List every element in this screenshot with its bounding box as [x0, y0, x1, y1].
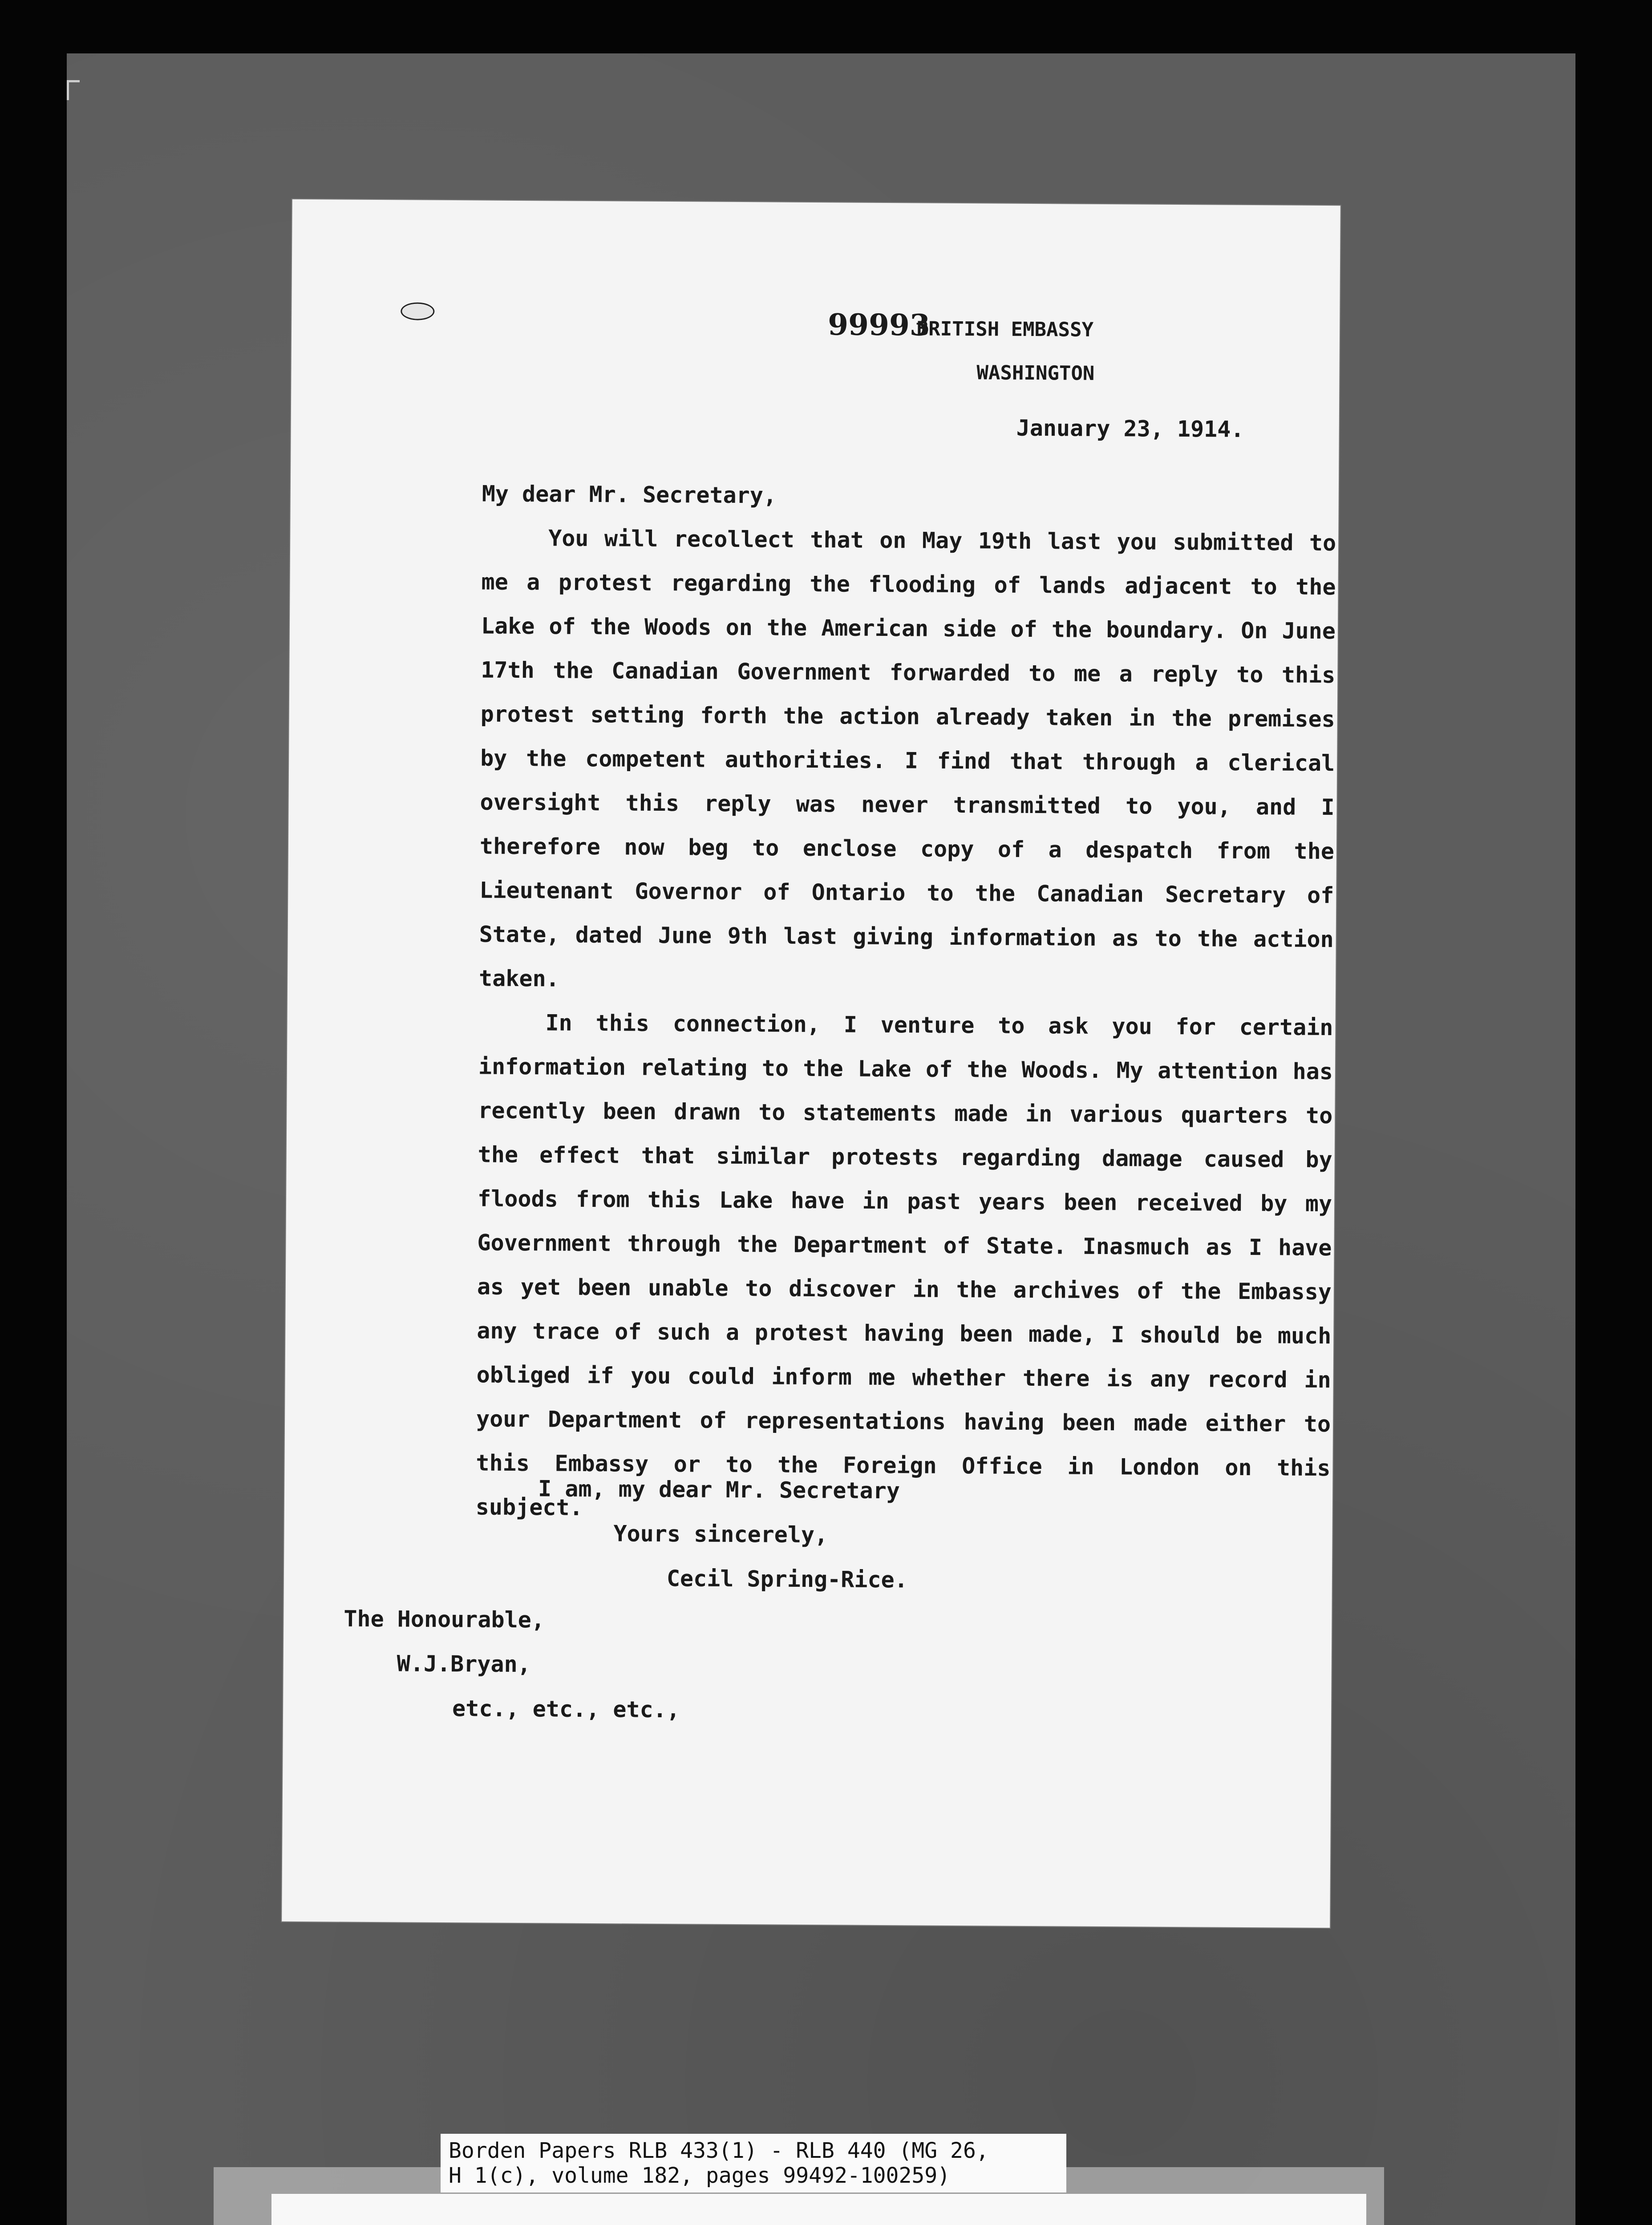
letter-body	[476, 472, 1336, 1534]
closing-line: I am, my dear Mr. Secretary	[538, 1476, 900, 1504]
letter-date: January 23, 1914.	[1016, 415, 1244, 442]
frame-corner-mark	[67, 80, 80, 100]
letterhead-city: WASHINGTON	[976, 361, 1095, 385]
letter-page	[282, 199, 1340, 1928]
closing-valediction: Yours sincerely,	[613, 1521, 828, 1548]
salutation: My dear Mr. Secretary,	[482, 481, 777, 509]
addressee-name: W.J.Bryan,	[397, 1651, 531, 1678]
catalog-label-line-2: H 1(c), volume 182, pages 99492-100259)	[449, 2163, 951, 2188]
reference-number: 99993	[827, 307, 931, 343]
paragraph-1: You will recollect that on May 19th last you submitted to me a protest regarding the flooding of lands adjacent to the Lake of the Woods on the American side of the boundary. On June 17th the Canadian Government forwarded to me a reply to this protest setting forth the action already taken in the premises by the competent authorities. I find that through a clerical oversight this reply was never transmitted to you, and I therefore now beg to enclose copy of a despatch from the Lieutenant Governor of Ontario to the Canadian Secretary of State, dated June 9th last giving information as to the action taken.	[478, 525, 1336, 992]
catalog-label-line-1: Borden Papers RLB 433(1) - RLB 440 (MG 26,	[449, 2138, 989, 2163]
addressee-etc: etc., etc., etc.,	[452, 1695, 680, 1723]
archives-card	[271, 2194, 1366, 2225]
addressee-title: The Honourable,	[344, 1606, 545, 1633]
letterhead-block	[828, 307, 1093, 344]
punch-hole	[401, 302, 434, 320]
signature: Cecil Spring-Rice.	[666, 1566, 908, 1593]
paragraph-2: In this connection, I venture to ask you for certain information relating to the Lake of the Woods. My attention has recently been drawn to statements made in various quarters to the effect that similar protests regarding damage caused by floods from this Lake have in past years been received by my Government through the Department of State. Inasmuch as I have as yet been unable to discover in the archives of the Embassy any trace of such a protest having been made, I should be much obliged if you could inform me whether there is any record in your Department of representations having been made either to this Embassy or to the Foreign Office in London on this subject.	[475, 1010, 1333, 1521]
catalog-label	[441, 2134, 1066, 2193]
letterhead-title: BRITISH EMBASSY	[916, 317, 1094, 341]
